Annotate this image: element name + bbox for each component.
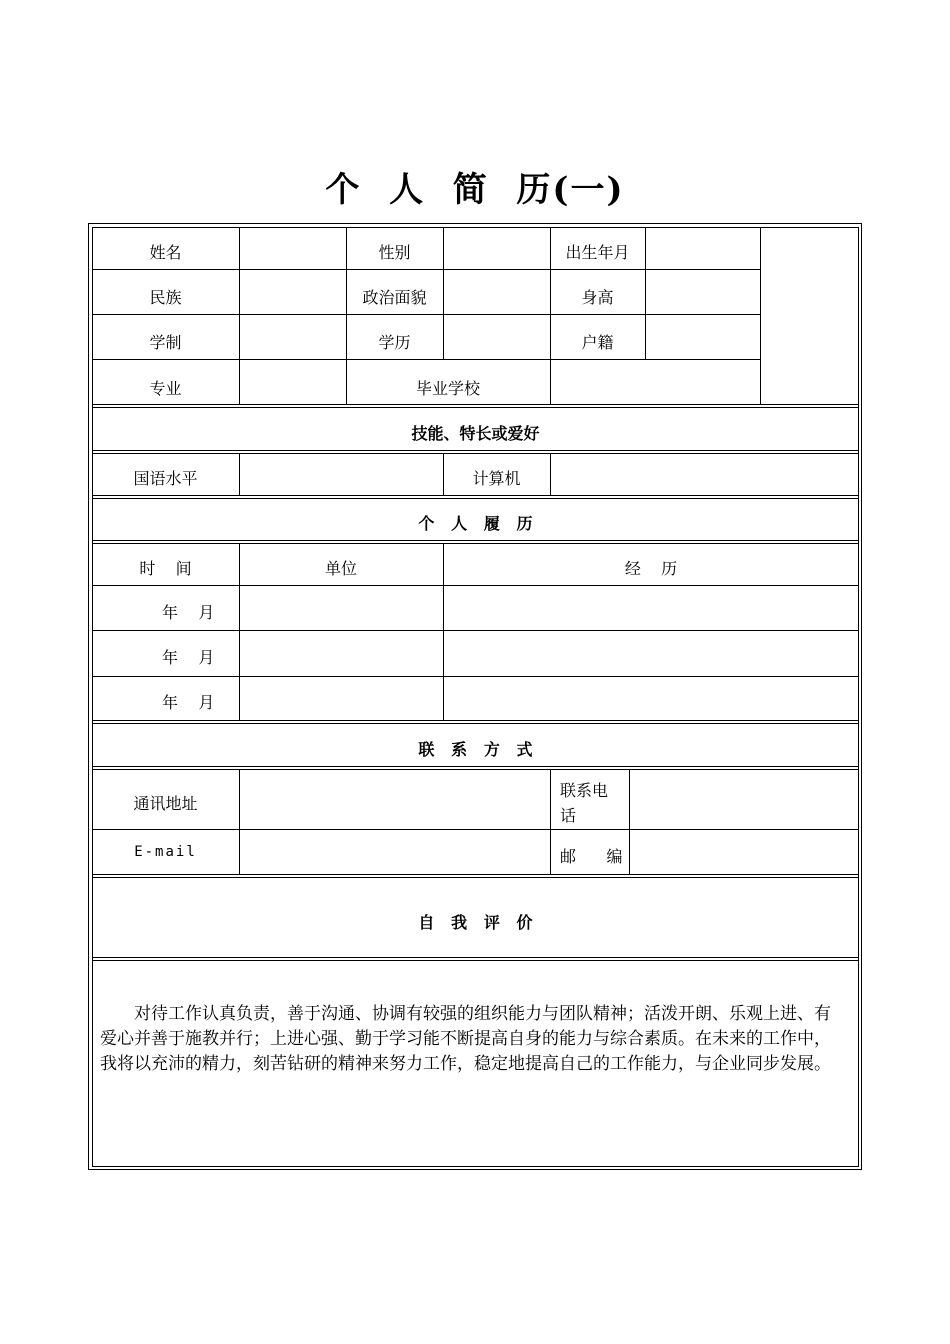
self-eval-text: 对待工作认真负责，善于沟通、协调有较强的组织能力与团队精神；活泼开朗、乐观上进、有爱心并善于施教并行；上进心强、勤于学习能不断提高自身的能力与综合素质。在未来的工作中，我将以充沛的精力，刻苦钻研的精神来努力工作，稳定地提高自己的工作能力，与企业同步发展。	[100, 1004, 831, 1074]
gender-field[interactable]	[444, 228, 550, 269]
skills-header: 技能、特长或爱好	[411, 424, 540, 443]
history-header: 个 人 履 历	[418, 514, 533, 533]
history-row-unit[interactable]	[240, 586, 443, 630]
gender-label: 性别	[378, 243, 411, 262]
school-label: 毕业学校	[415, 379, 480, 398]
height-field[interactable]	[646, 270, 760, 314]
name-label: 姓名	[149, 243, 182, 262]
address-label: 通讯地址	[133, 794, 198, 813]
computer-label: 计算机	[472, 469, 521, 488]
mandarin-label: 国语水平	[133, 469, 198, 488]
education-field[interactable]	[444, 315, 550, 359]
height-label: 身高	[581, 288, 614, 307]
hukou-label: 户籍	[581, 333, 614, 352]
computer-field[interactable]	[551, 454, 858, 495]
email-field[interactable]	[240, 830, 550, 874]
history-row-experience[interactable]	[444, 631, 858, 676]
major-label: 专业	[149, 379, 182, 398]
page-title: 个 人 简 历(一)	[325, 170, 625, 210]
photo-area[interactable]	[761, 228, 858, 404]
education-label: 学历	[378, 333, 411, 352]
ethnicity-label: 民族	[149, 288, 182, 307]
history-row-experience[interactable]	[444, 586, 858, 630]
mandarin-field[interactable]	[240, 454, 443, 495]
history-row-time: 年 月	[162, 693, 215, 712]
politics-field[interactable]	[444, 270, 550, 314]
politics-label: 政治面貌	[362, 288, 427, 307]
history-row-time: 年 月	[162, 648, 215, 667]
phone-label-line2: 话	[560, 806, 577, 825]
phone-label-line1: 联系电	[560, 781, 609, 800]
postcode-label: 邮 编	[560, 847, 623, 866]
col-time: 时 间	[139, 559, 192, 578]
email-label: E-mail	[134, 844, 197, 860]
contact-header: 联 系 方 式	[418, 740, 533, 759]
school-field[interactable]	[551, 360, 760, 404]
schooling-label: 学制	[149, 333, 182, 352]
history-row-unit[interactable]	[240, 631, 443, 676]
history-row-unit[interactable]	[240, 677, 443, 720]
postcode-field[interactable]	[630, 830, 858, 874]
hukou-field[interactable]	[646, 315, 760, 359]
history-row-experience[interactable]	[444, 677, 858, 720]
phone-field[interactable]	[630, 770, 858, 829]
birth-label: 出生年月	[565, 243, 630, 262]
col-experience: 经 历	[624, 559, 678, 578]
name-field[interactable]	[240, 228, 346, 269]
history-row-time: 年 月	[162, 603, 215, 622]
major-field[interactable]	[240, 360, 346, 404]
schooling-field[interactable]	[240, 315, 346, 359]
address-field[interactable]	[240, 770, 550, 829]
ethnicity-field[interactable]	[240, 270, 346, 314]
birth-field[interactable]	[646, 228, 760, 269]
col-unit: 单位	[324, 559, 357, 578]
self-eval-header: 自 我 评 价	[418, 913, 533, 932]
